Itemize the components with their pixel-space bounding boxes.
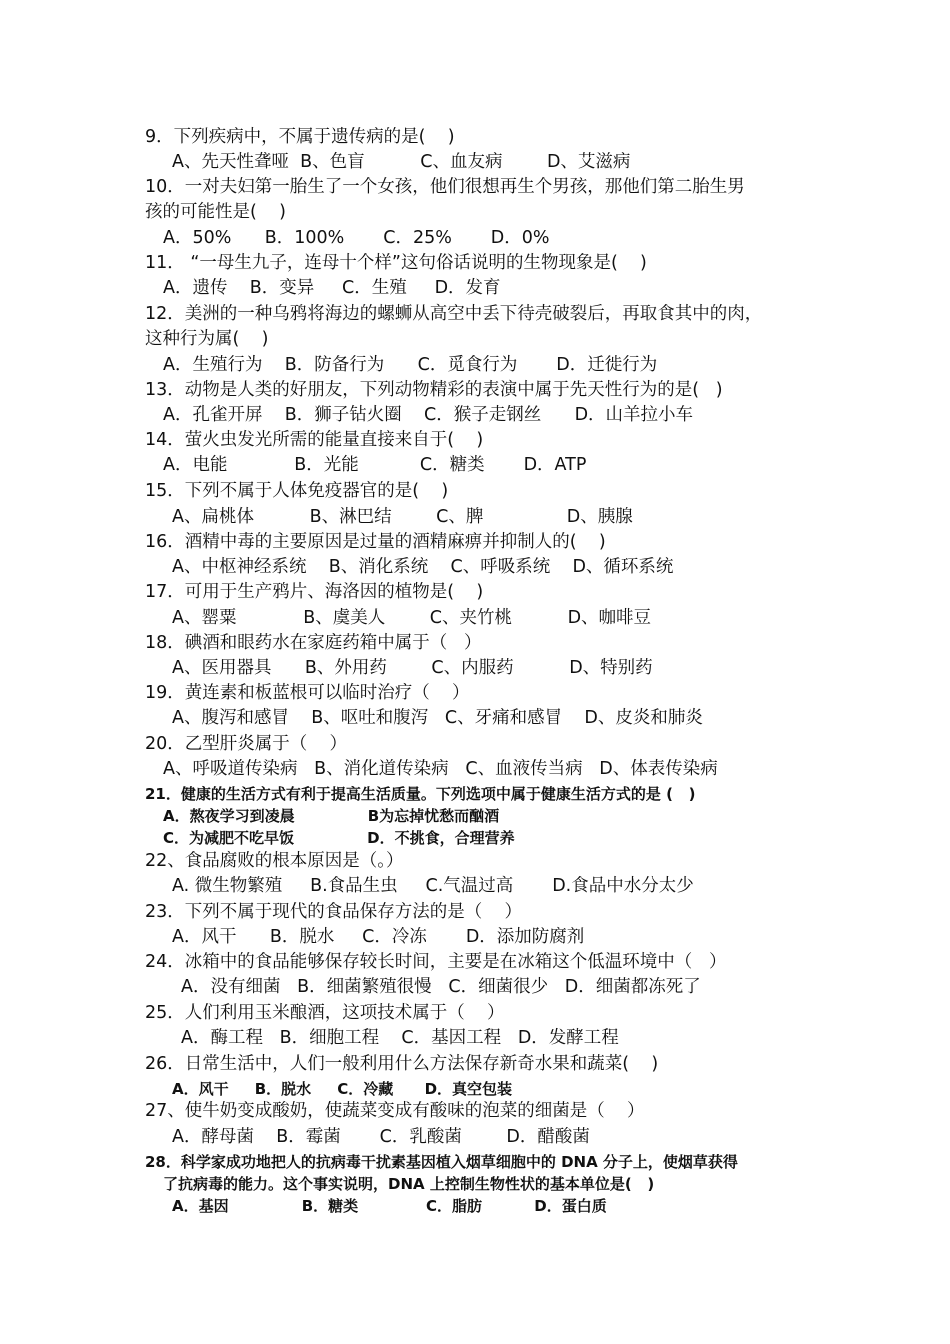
options-12: A．生殖行为 B．防备行为 C．觅食行为 D．迁徙行为 xyxy=(163,355,658,375)
question-26: 26．日常生活中，人们一般利用什么方法保存新奇水果和蔬菜( ) xyxy=(145,1054,659,1074)
question-15: 15．下列不属于人体免疫器官的是( ) xyxy=(145,481,449,501)
question-13: 13．动物是人类的好朋友，下列动物精彩的表演中属于先天性行为的是( ) xyxy=(145,380,723,400)
question-9: 9．下列疾病中，不属于遗传病的是( ) xyxy=(145,127,455,147)
options-22: A. 微生物繁殖 B.食品生虫 C.气温过高 D.食品中水分太少 xyxy=(172,876,694,896)
options-13: A．孔雀开屏 B．狮子钻火圈 C．猴子走钢丝 D．山羊拉小车 xyxy=(163,405,694,425)
options-14: A．电能 B．光能 C．糖类 D．ATP xyxy=(163,455,587,475)
question-22: 22、食品腐败的根本原因是（。） xyxy=(145,851,404,871)
options-27: A．酵母菌 B．霉菌 C．乳酸菌 D．醋酸菌 xyxy=(172,1127,590,1147)
question-12-cont: 这种行为属( ) xyxy=(145,329,269,349)
question-16: 16．酒精中毒的主要原因是过量的酒精麻痹并抑制人的( ) xyxy=(145,532,606,552)
question-24: 24．冰箱中的食品能够保存较长时间，主要是在冰箱这个低温环境中（ ） xyxy=(145,952,727,972)
options-18: A、医用器具 B、外用药 C、内服药 D、特别药 xyxy=(172,658,653,678)
question-19: 19．黄连素和板蓝根可以临时治疗（ ） xyxy=(145,683,470,703)
question-11: 11． “一母生九子，连母十个样”这句俗话说明的生物现象是( ) xyxy=(145,253,647,273)
options-25: A．酶工程 B．细胞工程 C．基因工程 D．发酵工程 xyxy=(181,1028,619,1048)
question-17: 17．可用于生产鸦片、海洛因的植物是( ) xyxy=(145,582,484,602)
options-23: A．风干 B．脱水 C．冷冻 D．添加防腐剂 xyxy=(172,927,585,947)
options-9: A、先天性聋哑 B、色盲 C、血友病 D、艾滋病 xyxy=(172,152,631,172)
options-10: A．50% B．100% C．25% D．0% xyxy=(163,228,550,248)
options-11: A．遗传 B．变异 C．生殖 D．发育 xyxy=(163,278,501,298)
question-28-cont: 了抗病毒的能力。这个事实说明，DNA 上控制生物性状的基本单位是( ) xyxy=(163,1175,655,1193)
question-23: 23．下列不属于现代的食品保存方法的是（ ） xyxy=(145,902,523,922)
question-10: 10．一对夫妇第一胎生了一个女孩，他们很想再生个男孩，那他们第二胎生男 xyxy=(145,177,745,197)
question-14: 14．萤火虫发光所需的能量直接来自于( ) xyxy=(145,430,484,450)
question-27: 27、使牛奶变成酸奶，使蔬菜变成有酸味的泡菜的细菌是（ ） xyxy=(145,1101,645,1121)
options-28: A．基因 B．糖类 C．脂肪 D．蛋白质 xyxy=(172,1197,607,1215)
question-25: 25．人们利用玉米酿酒，这项技术属于（ ） xyxy=(145,1003,505,1023)
options-17: A、罂粟 B、虞美人 C、夹竹桃 D、咖啡豆 xyxy=(172,608,652,628)
question-21: 21．健康的生活方式有利于提高生活质量。下列选项中属于健康生活方式的是 ( ) xyxy=(145,785,696,803)
question-18: 18．碘酒和眼药水在家庭药箱中属于（ ） xyxy=(145,633,482,653)
options-26: A．风干 B．脱水 C．冷藏 D．真空包装 xyxy=(172,1080,513,1098)
question-10-cont: 孩的可能性是( ) xyxy=(145,202,286,222)
options-24: A．没有细菌 B．细菌繁殖很慢 C．细菌很少 D．细菌都冻死了 xyxy=(181,977,701,997)
options-20: A、呼吸道传染病 B、消化道传染病 C、血液传当病 D、体表传染病 xyxy=(163,759,718,779)
options-16: A、中枢神经系统 B、消化系统 C、呼吸系统 D、循环系统 xyxy=(172,557,674,577)
options-21-cd: C．为减肥不吃早饭 D．不挑食，合理营养 xyxy=(163,829,515,847)
options-19: A、腹泻和感冒 B、呕吐和腹泻 C、牙痛和感冒 D、皮炎和肺炎 xyxy=(172,708,703,728)
question-12: 12．美洲的一种乌鸦将海边的螺蛳从高空中丢下待壳破裂后，再取食其中的肉， xyxy=(145,304,763,324)
question-28: 28．科学家成功地把人的抗病毒干扰素基因植入烟草细胞中的 DNA 分子上，使烟草获得 xyxy=(145,1153,738,1171)
options-21-ab: A．熬夜学习到凌晨 B为忘掉忧愁而酗酒 xyxy=(163,807,500,825)
options-15: A、扁桃体 B、淋巴结 C、脾 D、胰腺 xyxy=(172,507,633,527)
question-20: 20．乙型肝炎属于（ ） xyxy=(145,734,348,754)
